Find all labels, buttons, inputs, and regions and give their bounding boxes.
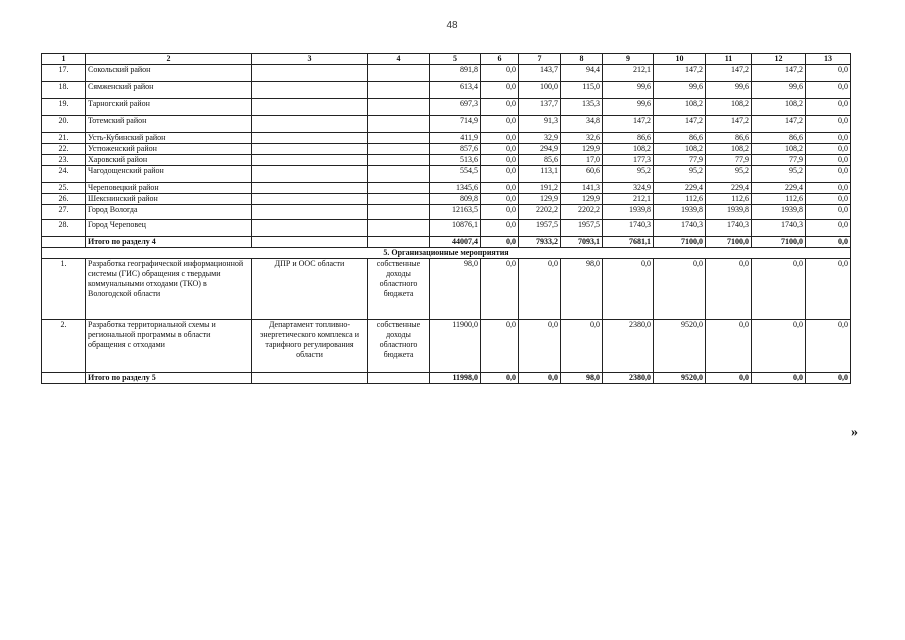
value-cell: 0,0 [654,259,706,320]
value-cell: 99,6 [603,82,654,99]
empty-cell [252,166,368,183]
total-cell: 0,0 [481,237,519,248]
district-name: Тарногский район [86,99,252,116]
value-cell: 0,0 [519,320,561,373]
table-row [42,205,851,220]
value-cell: 141,3 [561,183,603,194]
table-row [42,82,851,99]
value-cell: 0,0 [481,259,519,320]
value-cell: 294,9 [519,144,561,155]
header-row [42,54,851,65]
district-name: Усть-Кубинский район [86,133,252,144]
table-row [42,155,851,166]
empty-cell [252,205,368,220]
value-cell: 0,0 [481,116,519,133]
empty-cell [368,220,430,237]
total-cell: 9520,0 [654,373,706,384]
total-cell: 11998,0 [430,373,481,384]
value-cell: 86,6 [752,133,806,144]
value-cell: 0,0 [806,166,851,183]
activity-name: Разработка территориальной схемы и региональной программы в области обращения с отходами [86,320,252,373]
district-name: Череповецкий район [86,183,252,194]
value-cell: 0,0 [481,82,519,99]
activity-name: Разработка географической информационной системы (ГИС) обращения с твердыми коммунальными отходами (ТКО) в Вологодской области [86,259,252,320]
activity-rows [42,259,851,373]
table-row [42,183,851,194]
value-cell: 77,9 [752,155,806,166]
row-number: 23. [42,155,86,166]
budget-table [41,53,851,384]
value-cell: 99,6 [706,82,752,99]
total-cell: 0,0 [519,373,561,384]
empty-cell [368,144,430,155]
row-number: 1. [42,259,86,320]
district-name: Город Вологда [86,205,252,220]
column-header: 9 [603,54,654,65]
value-cell: 1740,3 [706,220,752,237]
value-cell: 0,0 [706,259,752,320]
value-cell: 0,0 [752,259,806,320]
column-header: 5 [430,54,481,65]
empty-cell [368,166,430,183]
total-cell: 7100,0 [654,237,706,248]
value-cell: 0,0 [481,220,519,237]
total-cell: 7933,2 [519,237,561,248]
total-cell: 0,0 [806,373,851,384]
value-cell: 0,0 [481,320,519,373]
value-cell: 147,2 [603,116,654,133]
table-row [42,99,851,116]
total-cell: 7681,1 [603,237,654,248]
value-cell: 112,6 [654,194,706,205]
value-cell: 108,2 [752,99,806,116]
empty-cell [252,65,368,82]
value-cell: 0,0 [806,220,851,237]
total-cell: 98,0 [561,373,603,384]
value-cell: 32,9 [519,133,561,144]
empty-cell [252,116,368,133]
value-cell: 10876,1 [430,220,481,237]
empty-cell [368,194,430,205]
total-row-section-4 [42,237,851,248]
section-5 [42,248,851,259]
row-number: 25. [42,183,86,194]
value-cell: 85,6 [519,155,561,166]
value-cell: 147,2 [654,116,706,133]
value-cell: 1939,8 [752,205,806,220]
value-cell: 0,0 [806,320,851,373]
value-cell: 0,0 [706,320,752,373]
value-cell: 1939,8 [654,205,706,220]
value-cell: 115,0 [561,82,603,99]
district-name: Чагодощенский район [86,166,252,183]
value-cell: 95,2 [706,166,752,183]
value-cell: 714,9 [430,116,481,133]
value-cell: 86,6 [603,133,654,144]
empty-cell [252,183,368,194]
total-cell: 7100,0 [752,237,806,248]
total-row-section-5 [42,373,851,384]
table-row [42,133,851,144]
total-cell: 0,0 [806,237,851,248]
value-cell: 91,3 [519,116,561,133]
closing-quote-mark: » [851,425,858,440]
value-cell: 0,0 [481,99,519,116]
value-cell: 697,3 [430,99,481,116]
value-cell: 191,2 [519,183,561,194]
district-rows [42,65,851,237]
value-cell: 95,2 [603,166,654,183]
value-cell: 0,0 [806,205,851,220]
value-cell: 2202,2 [561,205,603,220]
value-cell: 98,0 [430,259,481,320]
value-cell: 11900,0 [430,320,481,373]
table-row [42,144,851,155]
empty-cell [252,155,368,166]
value-cell: 129,9 [519,194,561,205]
empty-cell [368,155,430,166]
value-cell: 411,9 [430,133,481,144]
value-cell: 891,8 [430,65,481,82]
row-number: 17. [42,65,86,82]
value-cell: 34,8 [561,116,603,133]
row-number: 20. [42,116,86,133]
table-row [42,65,851,82]
value-cell: 108,2 [752,144,806,155]
value-cell: 0,0 [481,144,519,155]
empty-cell [252,194,368,205]
value-cell: 513,6 [430,155,481,166]
row-number: 28. [42,220,86,237]
district-name: Шекснинский район [86,194,252,205]
empty-cell [252,99,368,116]
value-cell: 0,0 [806,82,851,99]
value-cell: 1939,8 [706,205,752,220]
value-cell: 108,2 [706,144,752,155]
empty-cell [252,82,368,99]
funding-source: собственные доходы областного бюджета [368,320,430,373]
section-5-total [42,373,851,384]
value-cell: 0,0 [481,166,519,183]
value-cell: 554,5 [430,166,481,183]
total-cell: 0,0 [706,373,752,384]
value-cell: 212,1 [603,65,654,82]
column-header: 13 [806,54,851,65]
value-cell: 99,6 [752,82,806,99]
table-row [42,194,851,205]
value-cell: 229,4 [752,183,806,194]
total-cell: 0,0 [481,373,519,384]
value-cell: 99,6 [654,82,706,99]
value-cell: 1740,3 [603,220,654,237]
table-row [42,320,851,373]
value-cell: 98,0 [561,259,603,320]
row-number: 21. [42,133,86,144]
value-cell: 0,0 [561,320,603,373]
column-header: 2 [86,54,252,65]
table-row [42,220,851,237]
value-cell: 12163,5 [430,205,481,220]
total-cell: 7093,1 [561,237,603,248]
row-number: 27. [42,205,86,220]
value-cell: 809,8 [430,194,481,205]
column-header: 11 [706,54,752,65]
row-number: 18. [42,82,86,99]
value-cell: 0,0 [806,183,851,194]
section-heading-row [42,248,851,259]
value-cell: 17,0 [561,155,603,166]
value-cell: 108,2 [654,99,706,116]
value-cell: 108,2 [654,144,706,155]
row-number: 22. [42,144,86,155]
value-cell: 0,0 [806,144,851,155]
value-cell: 0,0 [603,259,654,320]
value-cell: 147,2 [706,116,752,133]
section-5-title: 5. Организационные мероприятия [42,248,851,259]
value-cell: 1939,8 [603,205,654,220]
value-cell: 108,2 [603,144,654,155]
value-cell: 86,6 [706,133,752,144]
value-cell: 143,7 [519,65,561,82]
district-name: Сокольский район [86,65,252,82]
value-cell: 112,6 [752,194,806,205]
value-cell: 1740,3 [654,220,706,237]
table-row [42,116,851,133]
value-cell: 147,2 [752,65,806,82]
value-cell: 0,0 [481,183,519,194]
value-cell: 1957,5 [561,220,603,237]
value-cell: 229,4 [654,183,706,194]
total-cell: 0,0 [752,373,806,384]
funding-source: собственные доходы областного бюджета [368,259,430,320]
row-number: 19. [42,99,86,116]
value-cell: 1740,3 [752,220,806,237]
value-cell: 229,4 [706,183,752,194]
total-label: Итого по разделу 5 [86,373,252,384]
district-name: Сямженский район [86,82,252,99]
value-cell: 147,2 [654,65,706,82]
value-cell: 0,0 [806,99,851,116]
section-4-total [42,237,851,248]
value-cell: 100,0 [519,82,561,99]
value-cell: 324,9 [603,183,654,194]
district-name: Харовский район [86,155,252,166]
district-name: Тотемский район [86,116,252,133]
value-cell: 113,1 [519,166,561,183]
value-cell: 0,0 [752,320,806,373]
value-cell: 0,0 [806,259,851,320]
row-number: 2. [42,320,86,373]
value-cell: 147,2 [752,116,806,133]
value-cell: 77,9 [706,155,752,166]
empty-cell [368,133,430,144]
value-cell: 1345,6 [430,183,481,194]
value-cell: 60,6 [561,166,603,183]
executor: Департамент топливно-энергетического комплекса и тарифного регулирования области [252,320,368,373]
column-header: 1 [42,54,86,65]
value-cell: 0,0 [481,155,519,166]
value-cell: 137,7 [519,99,561,116]
total-cell: 2380,0 [603,373,654,384]
value-cell: 147,2 [706,65,752,82]
value-cell: 0,0 [481,65,519,82]
table-row [42,259,851,320]
row-number: 26. [42,194,86,205]
value-cell: 0,0 [481,205,519,220]
empty-cell [368,183,430,194]
page-number: 48 [446,20,458,31]
empty-cell [252,133,368,144]
value-cell: 0,0 [806,65,851,82]
empty-cell [368,205,430,220]
value-cell: 95,2 [752,166,806,183]
column-header: 3 [252,54,368,65]
value-cell: 135,3 [561,99,603,116]
value-cell: 129,9 [561,144,603,155]
value-cell: 177,3 [603,155,654,166]
value-cell: 129,9 [561,194,603,205]
value-cell: 0,0 [481,194,519,205]
value-cell: 77,9 [654,155,706,166]
value-cell: 0,0 [519,259,561,320]
total-cell: 7100,0 [706,237,752,248]
total-label: Итого по разделу 4 [86,237,252,248]
table-row [42,166,851,183]
value-cell: 1957,5 [519,220,561,237]
empty-cell [368,116,430,133]
column-header: 8 [561,54,603,65]
value-cell: 86,6 [654,133,706,144]
value-cell: 0,0 [481,133,519,144]
value-cell: 99,6 [603,99,654,116]
value-cell: 0,0 [806,194,851,205]
value-cell: 0,0 [806,116,851,133]
empty-cell [368,99,430,116]
district-name: Устюженский район [86,144,252,155]
value-cell: 857,6 [430,144,481,155]
value-cell: 108,2 [706,99,752,116]
value-cell: 94,4 [561,65,603,82]
value-cell: 0,0 [806,133,851,144]
value-cell: 2202,2 [519,205,561,220]
row-number: 24. [42,166,86,183]
value-cell: 0,0 [806,155,851,166]
executor: ДПР и ООС области [252,259,368,320]
empty-cell [368,82,430,99]
total-cell: 44007,4 [430,237,481,248]
value-cell: 613,4 [430,82,481,99]
value-cell: 95,2 [654,166,706,183]
empty-cell [252,220,368,237]
value-cell: 32,6 [561,133,603,144]
district-name: Город Череповец [86,220,252,237]
column-header: 7 [519,54,561,65]
empty-cell [368,65,430,82]
column-header: 6 [481,54,519,65]
column-header: 4 [368,54,430,65]
value-cell: 9520,0 [654,320,706,373]
value-cell: 2380,0 [603,320,654,373]
column-header: 12 [752,54,806,65]
value-cell: 112,6 [706,194,752,205]
empty-cell [252,144,368,155]
column-header: 10 [654,54,706,65]
value-cell: 212,1 [603,194,654,205]
